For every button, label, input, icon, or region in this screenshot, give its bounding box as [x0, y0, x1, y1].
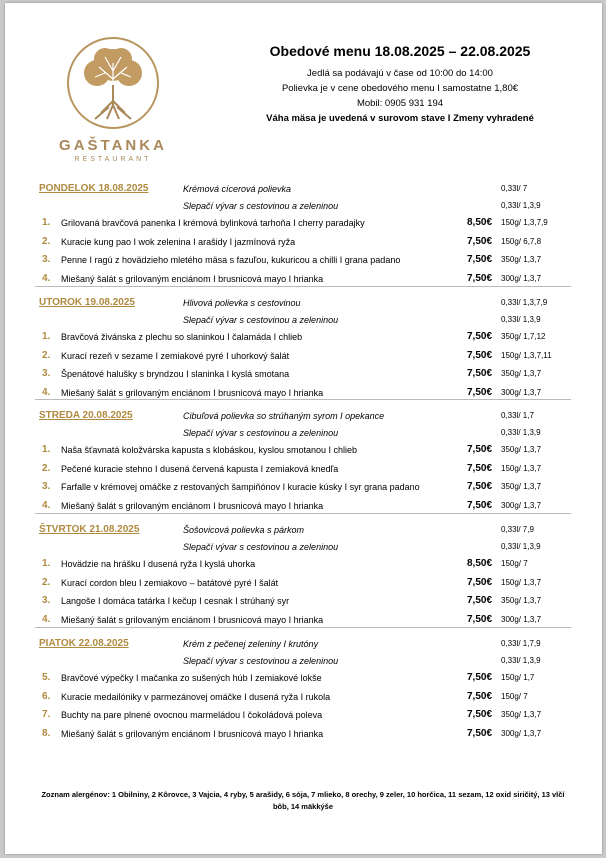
dish-name: Miešaný šalát s grilovaným enciánom I brusnicová mayo I hrianka	[61, 273, 324, 284]
dish-portion-allergens: 300g/ 1,3,7	[501, 273, 542, 283]
soup-row	[5, 425, 602, 441]
dish-portion-allergens: 150g/ 6,7,8	[501, 236, 542, 246]
soup-name: Krémová cícerová polievka	[183, 184, 292, 194]
soup-portion: 0,33l/ 1,3,9	[501, 542, 541, 551]
dish-row	[5, 593, 602, 609]
dish-portion-allergens: 150g/ 1,3,7,9	[501, 218, 548, 227]
soup-row	[5, 198, 602, 214]
dish-number: 1.	[42, 558, 51, 569]
soup-name: Slepačí vývar s cestovinou a zeleninou	[183, 428, 339, 438]
dish-price: 7,50€	[467, 386, 493, 398]
soup-portion: 0,33l/ 1,7,9	[501, 639, 541, 648]
dish-price: 7,50€	[467, 444, 493, 455]
dish-price: 7,50€	[467, 272, 493, 284]
dish-portion-allergens: 350g/ 1,3,7	[501, 445, 542, 454]
logo-subtitle: RESTAURANT	[74, 156, 152, 163]
soup-row	[5, 295, 602, 311]
dish-name: Miešaný šalát s grilovaným enciánom I brusnicová mayo I hrianka	[61, 614, 324, 625]
weight-note: Váha mäsa je uvedená v surovom stave I Zmeny vyhradené	[266, 113, 534, 124]
dish-number: 2.	[42, 576, 51, 588]
soup-name: Krém z pečenej zeleniny I krutóny	[183, 639, 319, 649]
dish-row	[5, 348, 602, 364]
dish-row	[5, 271, 602, 287]
dish-price: 8,50€	[467, 217, 493, 228]
soup-portion: 0,33l/ 1,7	[501, 411, 534, 420]
dish-price: 7,50€	[467, 331, 493, 342]
dish-name: Buchty na pare plnené ovocnou marmeládou I čokoládová poleva	[61, 710, 323, 720]
soup-row	[5, 636, 602, 652]
day-name: PIATOK 22.08.2025	[39, 638, 129, 649]
dish-name: Kuracie kung pao I wok zelenina I arašidy I jazmínová ryža	[61, 236, 296, 247]
dish-row	[5, 252, 602, 268]
dish-number: 1.	[42, 217, 51, 228]
dish-row	[5, 689, 602, 705]
dish-number: 2.	[42, 235, 51, 247]
soup-row	[5, 653, 602, 669]
soup-price-note: Polievka je v cene obedového menu I samostatne 1,80€	[281, 83, 519, 94]
dish-portion-allergens: 300g/ 1,3,7	[501, 387, 542, 397]
dish-price: 7,50€	[467, 690, 493, 702]
dish-price: 7,50€	[467, 595, 493, 606]
dish-price: 7,50€	[467, 499, 493, 511]
dish-name: Špenátové halušky s bryndzou I slaninka I kyslá smotana	[61, 369, 290, 379]
soup-portion: 0,33l/ 7	[501, 184, 528, 193]
dish-row	[5, 726, 602, 742]
soup-portion: 0,33l/ 1,3,9	[501, 656, 541, 665]
soup-name: Slepačí vývar s cestovinou a zeleninou	[183, 201, 339, 211]
dish-row	[5, 707, 602, 723]
soup-row	[5, 181, 602, 197]
soup-row	[5, 408, 602, 424]
dish-portion-allergens: 150g/ 7	[501, 559, 528, 568]
dish-portion-allergens: 300g/ 1,3,7	[501, 728, 542, 738]
day-name: ŠTVRTOK 21.08.2025	[39, 524, 140, 535]
dish-number: 3.	[42, 368, 51, 379]
dish-name: Hovädzie na hrášku I dusená ryža I kyslá uhorka	[61, 559, 256, 569]
tree-logo-icon	[65, 35, 161, 131]
menu-sheet	[5, 3, 602, 854]
soup-portion: 0,33l/ 1,3,9	[501, 315, 541, 324]
dish-portion-allergens: 300g/ 1,3,7	[501, 614, 542, 624]
day-name: STREDA 20.08.2025	[39, 410, 133, 421]
dish-name: Pečené kuracie stehno I dusená červená kapusta I zemiaková knedľa	[61, 463, 339, 474]
dish-portion-allergens: 350g/ 1,3,7	[501, 710, 542, 719]
soup-name: Šošovicová polievka s párkom	[183, 525, 305, 535]
dish-number: 8.	[42, 727, 51, 739]
dish-price: 7,50€	[467, 481, 493, 492]
dish-number: 4.	[42, 386, 51, 398]
dish-number: 3.	[42, 481, 51, 492]
dish-name: Naša šťavnatá koložvárska kapusta s klobáskou, kyslou smotanou I chlieb	[61, 445, 358, 455]
restaurant-logo	[43, 35, 183, 163]
dish-name: Langoše I domáca tatárka I kečup I cesnak I strúhaný syr	[61, 596, 290, 606]
menu-title: Obedové menu 18.08.2025 – 22.08.2025	[269, 43, 531, 59]
phone-number: Mobil: 0905 931 194	[356, 98, 444, 109]
dish-portion-allergens: 350g/ 1,3,7	[501, 596, 542, 605]
dish-price: 7,50€	[467, 576, 493, 588]
dish-number: 1.	[42, 444, 51, 455]
dish-number: 4.	[42, 272, 51, 284]
dish-row	[5, 234, 602, 250]
dish-portion-allergens: 350g/ 1,7,12	[501, 332, 546, 341]
dish-number: 2.	[42, 349, 51, 361]
menu-header	[230, 43, 570, 126]
dish-row	[5, 329, 602, 345]
dish-number: 6.	[42, 690, 51, 702]
dish-price: 7,50€	[467, 254, 493, 265]
dish-price: 7,50€	[467, 613, 493, 625]
dish-name: Bravčové výpečky I mačanka zo sušených húb I zemiakové lokše	[61, 673, 322, 683]
soup-name: Cibuľová polievka so strúhaným syrom I opekance	[183, 411, 385, 421]
dish-row	[5, 442, 602, 458]
soup-name: Hlivová polievka s cestovinou	[183, 298, 301, 308]
serving-hours: Jedlá sa podávajú v čase od 10:00 do 14:00	[307, 68, 493, 79]
day-divider	[35, 513, 571, 514]
dish-portion-allergens: 150g/ 1,7	[501, 673, 535, 682]
soup-portion: 0,33l/ 1,3,7,9	[501, 298, 548, 307]
dish-price: 7,50€	[467, 349, 493, 361]
dish-portion-allergens: 150g/ 7	[501, 691, 528, 701]
dish-name: Miešaný šalát s grilovaným enciánom I brusnicová mayo I hrianka	[61, 500, 324, 511]
soup-row	[5, 539, 602, 555]
dish-name: Grilovaná bravčová panenka I krémová bylinková tarhoňa I cherry paradajky	[61, 218, 365, 228]
day-divider	[35, 399, 571, 400]
dish-row	[5, 215, 602, 231]
day-name: PONDELOK 18.08.2025	[39, 183, 149, 194]
dish-portion-allergens: 350g/ 1,3,7	[501, 369, 542, 378]
dish-row	[5, 670, 602, 686]
dish-number: 3.	[42, 254, 51, 265]
soup-name: Slepačí vývar s cestovinou a zeleninou	[183, 542, 339, 552]
dish-number: 1.	[42, 331, 51, 342]
dish-number: 5.	[42, 672, 51, 683]
dish-portion-allergens: 350g/ 1,3,7	[501, 255, 542, 264]
soup-name: Slepačí vývar s cestovinou a zeleninou	[183, 656, 339, 666]
day-divider	[35, 627, 571, 628]
dish-price: 7,50€	[467, 709, 493, 720]
dish-number: 4.	[42, 499, 51, 511]
dish-row	[5, 461, 602, 477]
allergen-list: Zoznam alergénov: 1 Obilniny, 2 Kôrovce, 3 Vajcia, 4 ryby, 5 arašidy, 6 sója, 7 mlieko, 8 orechy, 9 zeler, 10 horčica, 11 sezam, 12 oxid siričitý, 13 vlčí bôb, 14 mäkkýše	[41, 790, 565, 811]
dish-name: Bravčová živánska z plechu so slaninkou I čalamáda I chlieb	[61, 332, 303, 342]
dish-portion-allergens: 150g/ 1,3,7,11	[501, 350, 552, 360]
dish-number: 3.	[42, 595, 51, 606]
soup-name: Slepačí vývar s cestovinou a zeleninou	[183, 315, 339, 325]
dish-price: 7,50€	[467, 235, 493, 247]
dish-row	[5, 556, 602, 572]
dish-portion-allergens: 150g/ 1,3,7	[501, 463, 542, 473]
dish-number: 2.	[42, 462, 51, 474]
dish-price: 7,50€	[467, 727, 493, 739]
dish-name: Farfalle v krémovej omáčke z restovaných šampiňónov I kuracie kúsky I syr grana padano	[61, 482, 420, 492]
dish-name: Kurací cordon bleu I zemiakovo – batátové pyré I šalát	[61, 577, 279, 588]
dish-portion-allergens: 350g/ 1,3,7	[501, 482, 542, 491]
dish-number: 7.	[42, 709, 51, 720]
dish-name: Kuracie medailóniky v parmezánovej omáčke I dusená ryža I rukola	[61, 691, 331, 702]
dish-row	[5, 366, 602, 382]
soup-portion: 0,33l/ 1,3,9	[501, 201, 541, 210]
logo-name: GAŠTANKA	[59, 137, 167, 154]
dish-price: 7,50€	[467, 462, 493, 474]
dish-price: 8,50€	[467, 558, 493, 569]
dish-name: Miešaný šalát s grilovaným enciánom I brusnicová mayo I hrianka	[61, 728, 324, 739]
dish-row	[5, 479, 602, 495]
soup-row	[5, 312, 602, 328]
dish-number: 4.	[42, 613, 51, 625]
soup-portion: 0,33l/ 1,3,9	[501, 428, 541, 437]
dish-name: Kurací rezeň v sezame I zemiakové pyré I uhorkový šalát	[61, 350, 290, 361]
soup-row	[5, 522, 602, 538]
dish-portion-allergens: 150g/ 1,3,7	[501, 577, 542, 587]
soup-portion: 0,33l/ 7,9	[501, 525, 534, 534]
dish-row	[5, 498, 602, 514]
dish-price: 7,50€	[467, 368, 493, 379]
dish-name: Miešaný šalát s grilovaným enciánom I brusnicová mayo I hrianka	[61, 387, 324, 398]
dish-name: Penne I ragú z hovädzieho mletého mäsa s fazuľou, kukuricou a chilli I grana padano	[61, 255, 401, 265]
day-name: UTOROK 19.08.2025	[39, 297, 135, 308]
dish-row	[5, 575, 602, 591]
dish-row	[5, 612, 602, 628]
dish-portion-allergens: 300g/ 1,3,7	[501, 500, 542, 510]
dish-price: 7,50€	[467, 672, 493, 683]
day-divider	[35, 286, 571, 287]
